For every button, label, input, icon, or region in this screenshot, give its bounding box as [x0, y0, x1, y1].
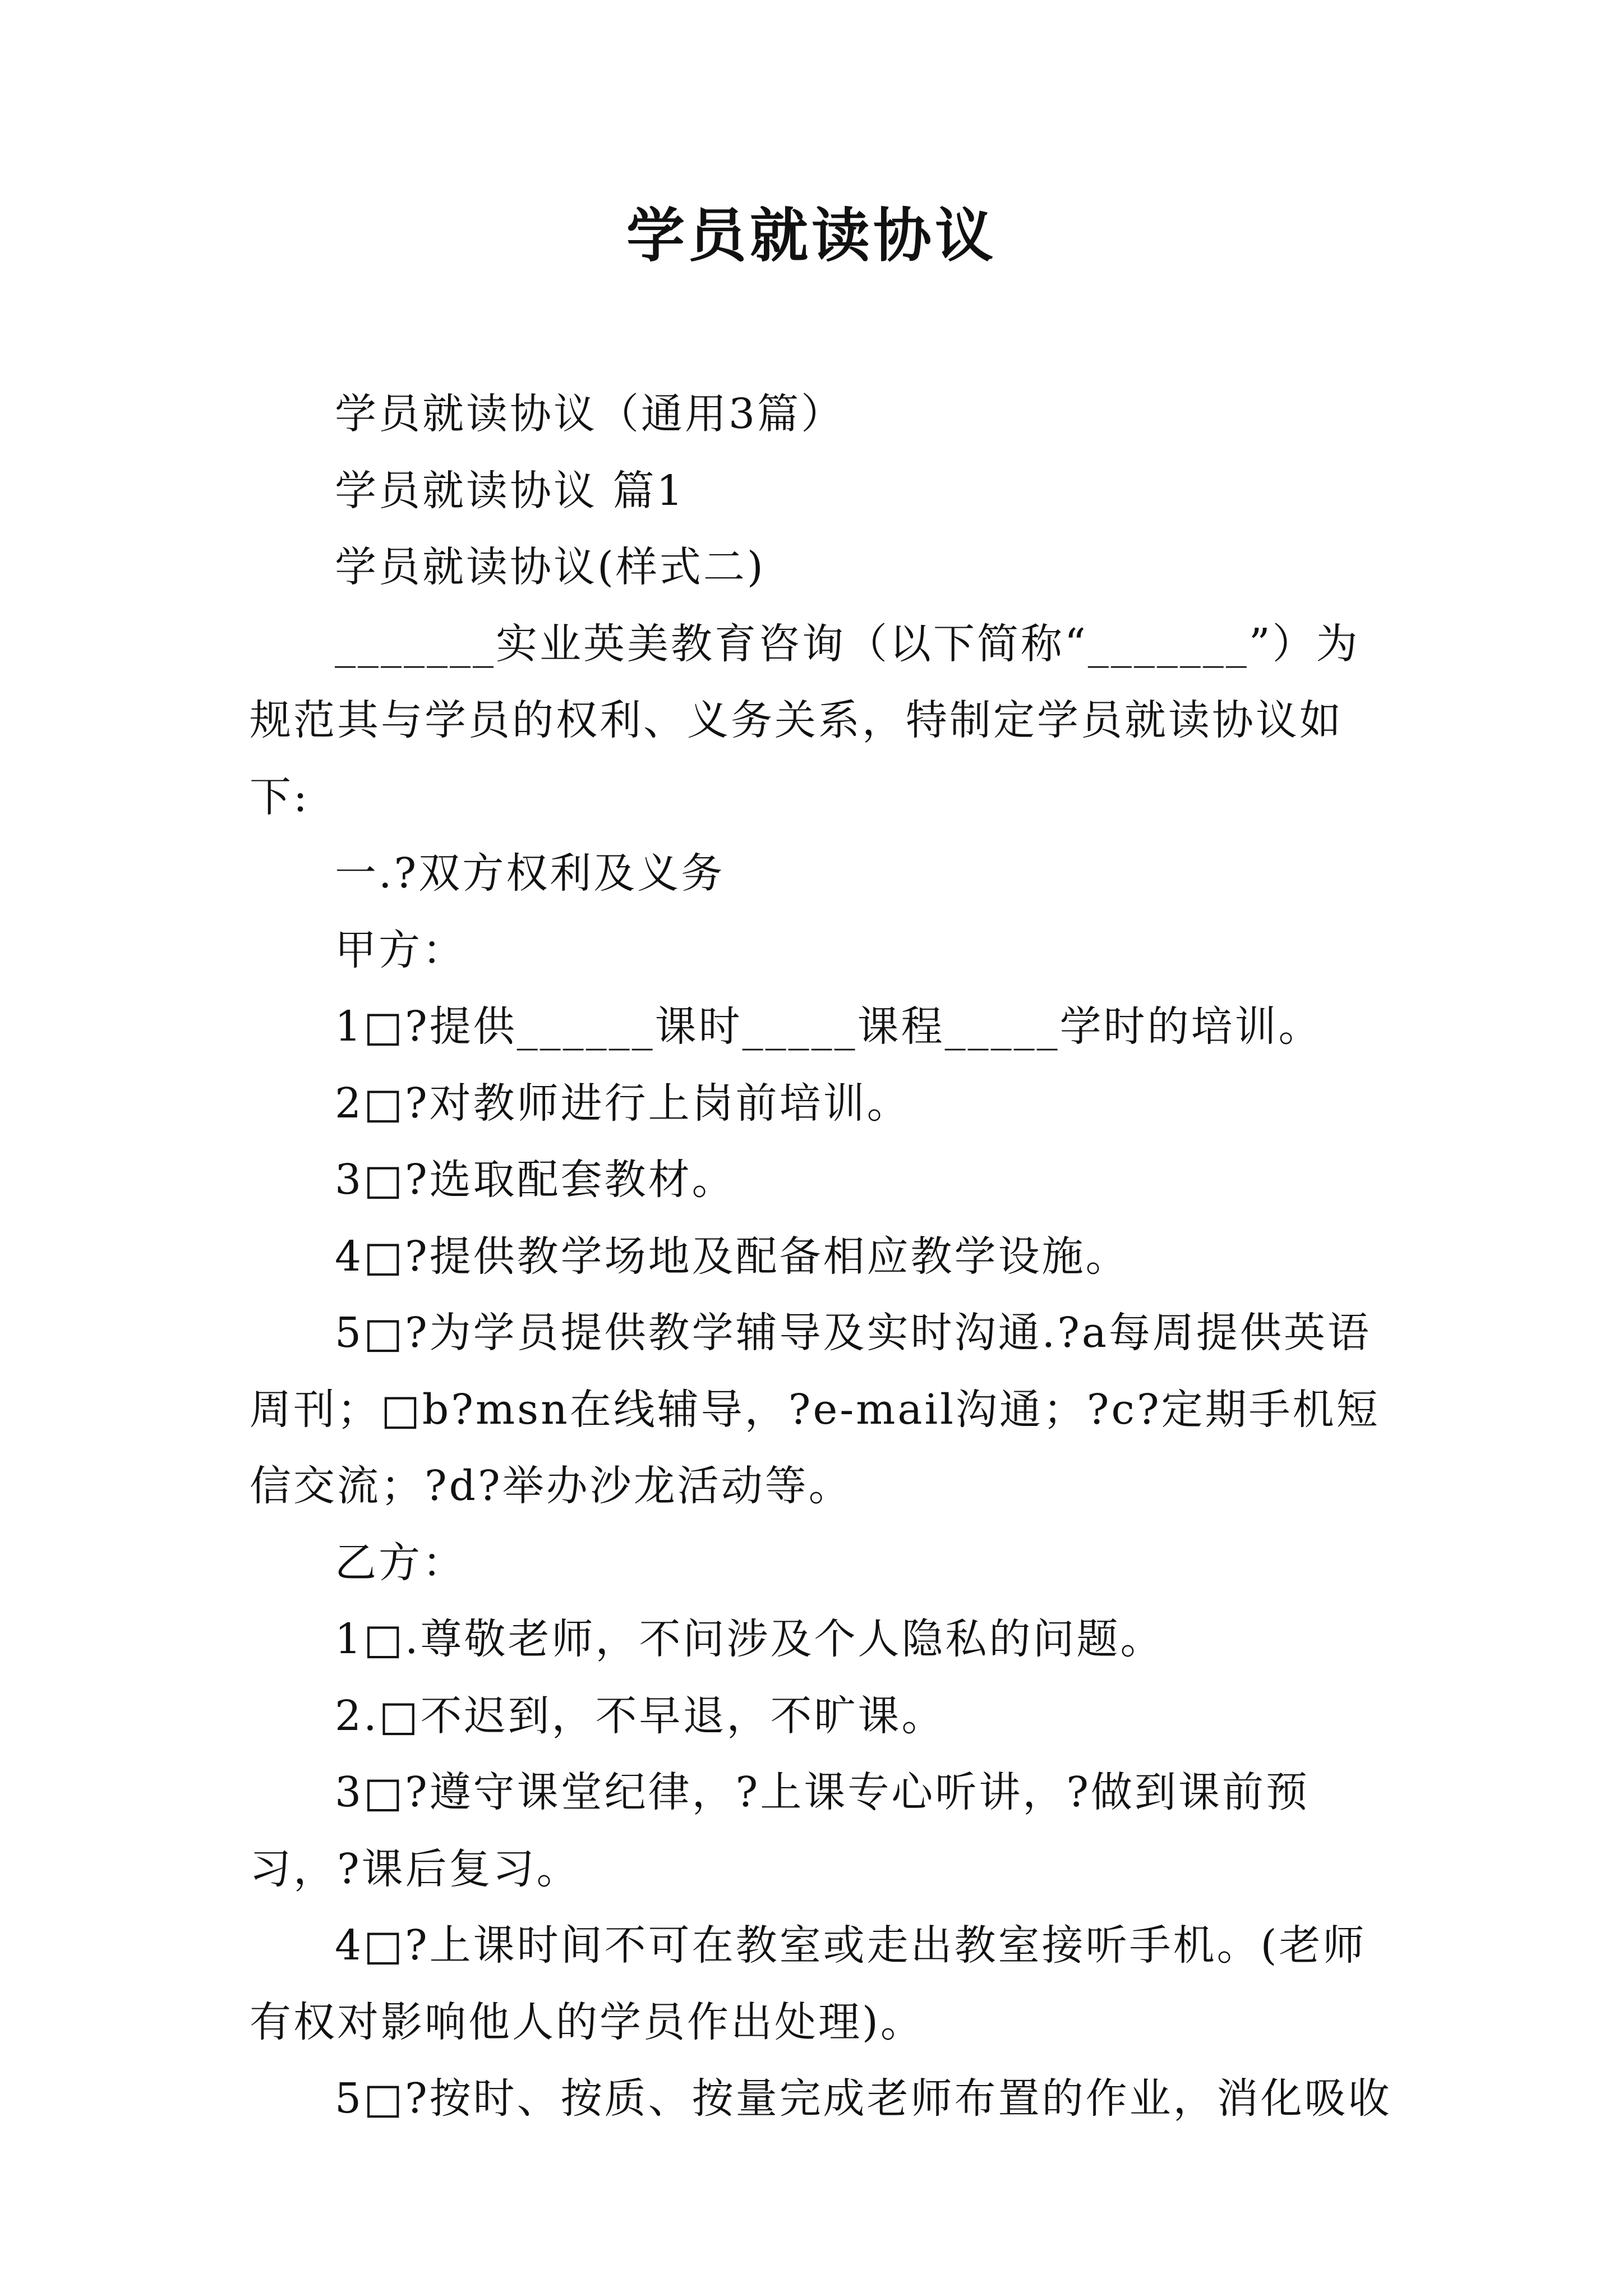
paragraph-a-item-4: 4□?提供教学场地及配备相应教学设施。: [335, 1232, 1129, 1281]
paragraph-b-item-5: 5□?按时、按质、按量完成老师布置的作业，消化吸收: [335, 2074, 1392, 2123]
paragraph-intro: _______实业英美教育咨询（以下简称“_______”）为规范其与学员的权利、义务关系，特制定学员就读协议如下:: [250, 619, 1360, 821]
paragraph-b-item-3: 3□?遵守课堂纪律，?上课专心听讲，?做到课前预习，?课后复习。: [250, 1768, 1310, 1893]
document-title: 学员就读协议: [626, 201, 997, 270]
document-body: [250, 376, 1394, 2137]
paragraph-b-item-1: 1□.尊敬老师，不问涉及个人隐私的问题。: [335, 1615, 1164, 1663]
paragraph-a-item-5: 5□?为学员提供教学辅导及实时沟通.?a每周提供英语周刊；□b?msn在线辅导，?e-mail沟通；?c?定期手机短信交流；?d?举办沙龙活动等。: [250, 1309, 1380, 1510]
paragraph-a-item-1: 1□?提供______课时_____课程_____学时的培训。: [335, 1002, 1322, 1051]
paragraph-party-b: 乙方：: [335, 1538, 466, 1587]
paragraph-b-item-4: 4□?上课时间不可在教室或走出教室接听手机。(老师有权对影响他人的学员作出处理)。: [250, 1921, 1367, 2046]
paragraph-b-item-2: 2.□不迟到，不早退，不旷课。: [335, 1691, 946, 1740]
paragraph-a-item-2: 2□?对教师进行上岗前培训。: [335, 1079, 911, 1128]
paragraph-heading-part1: 学员就读协议 篇1: [335, 466, 685, 515]
paragraph-section-rights: 一.?双方权利及义务: [335, 849, 725, 898]
paragraph-a-item-3: 3□?选取配套教材。: [335, 1156, 736, 1204]
paragraph-party-a: 甲方：: [335, 926, 466, 974]
paragraph-heading-style2: 学员就读协议(样式二): [335, 543, 766, 591]
paragraph-heading-general: 学员就读协议（通用3篇）: [335, 390, 845, 438]
